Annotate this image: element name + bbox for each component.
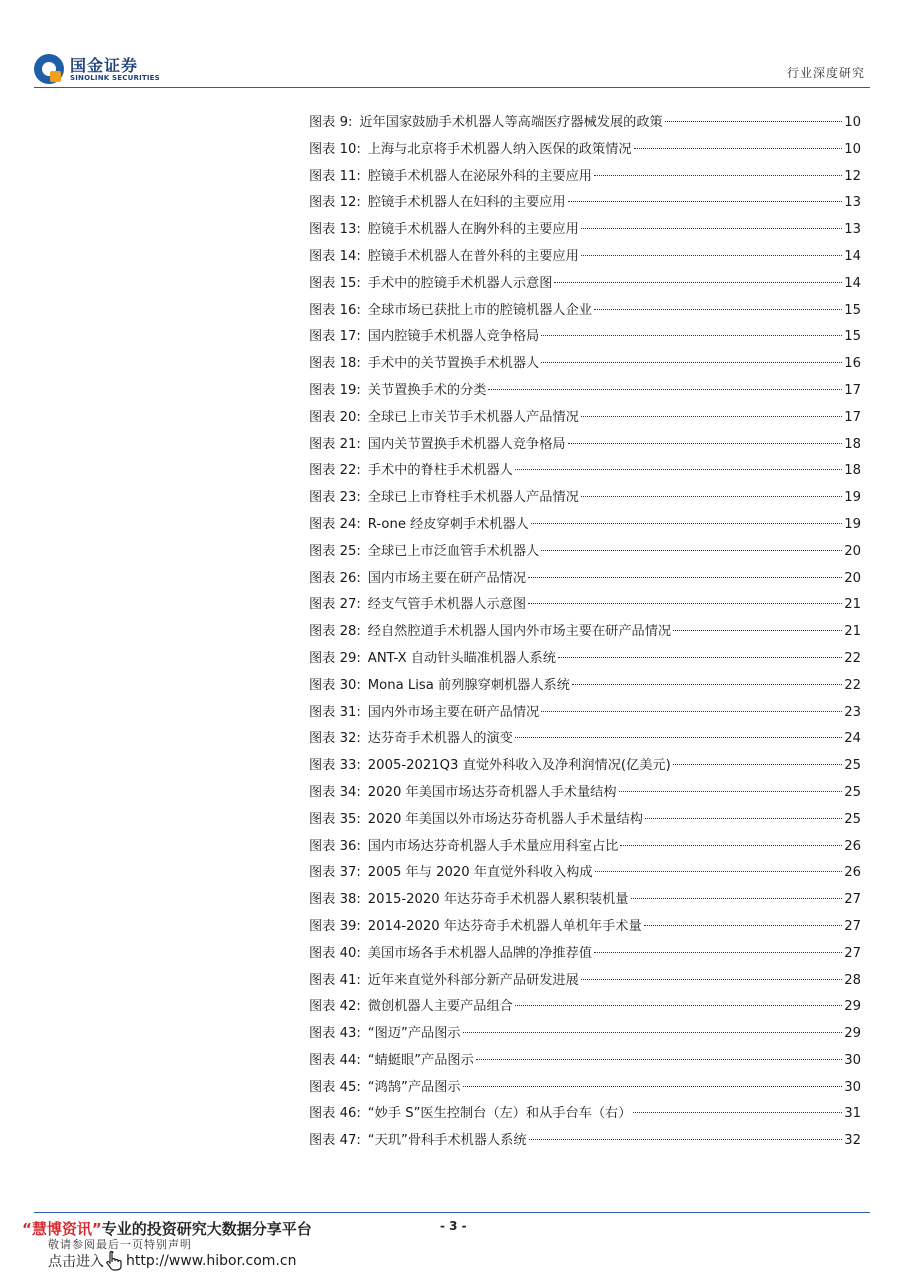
toc-entry-page-number: 26	[844, 865, 861, 881]
toc-entry-figure-number: 图表 37:	[309, 865, 361, 881]
toc-entry-title: 关节置换手术的分类	[367, 382, 487, 398]
toc-entry-title: “天玑”骨科手术机器人系统	[367, 1133, 527, 1149]
toc-entry-page-number: 20	[844, 570, 861, 586]
toc-entry-page-number: 14	[844, 248, 861, 264]
toc-entry-page-number: 12	[844, 168, 861, 184]
toc-dot-leader	[541, 550, 842, 551]
toc-entry-figure-number: 图表 9:	[309, 115, 353, 130]
toc-entry[interactable]	[309, 994, 861, 1021]
toc-entry[interactable]	[309, 405, 861, 432]
toc-entry-page-number: 25	[844, 811, 861, 827]
toc-entry[interactable]	[309, 298, 861, 325]
toc-entry-title: 2020 年美国市场达芬奇机器人手术量结构	[367, 784, 617, 800]
toc-dot-leader	[541, 362, 842, 363]
toc-entry-figure-number: 图表 47:	[309, 1133, 361, 1149]
toc-entry-figure-number: 图表 16:	[309, 302, 361, 318]
toc-dot-leader	[572, 684, 842, 685]
toc-dot-leader	[581, 979, 842, 980]
toc-dot-leader	[665, 121, 843, 122]
toc-entry-page-number: 24	[844, 731, 861, 747]
logo-english-name: SINOLINK SECURITIES	[70, 74, 160, 82]
toc-entry-title: 国内市场主要在研产品情况	[367, 570, 527, 586]
sinolink-logo	[34, 52, 174, 86]
toc-entry-title: Mona Lisa 前列腺穿刺机器人系统	[367, 677, 570, 693]
toc-entry-figure-number: 图表 38:	[309, 892, 361, 908]
toc-entry-figure-number: 图表 15:	[309, 275, 361, 291]
toc-entry-title: ANT-X 自动针头瞄准机器人系统	[367, 650, 556, 666]
toc-entry-figure-number: 图表 46:	[309, 1106, 361, 1122]
toc-entry-page-number: 15	[844, 302, 861, 318]
toc-entry-page-number: 13	[844, 222, 861, 238]
toc-entry[interactable]	[309, 646, 861, 673]
toc-entry[interactable]	[309, 244, 861, 271]
toc-dot-leader	[515, 469, 842, 470]
toc-entry[interactable]	[309, 432, 861, 459]
toc-entry-page-number: 27	[844, 918, 861, 934]
toc-entry-title: “图迈”产品图示	[367, 1026, 461, 1042]
toc-entry-page-number: 30	[844, 1052, 861, 1068]
toc-entry-title: 美国市场各手术机器人品牌的净推荐值	[367, 945, 592, 961]
toc-dot-leader	[673, 764, 842, 765]
toc-entry[interactable]	[309, 566, 861, 593]
toc-entry-figure-number: 图表 44:	[309, 1052, 361, 1068]
footer-link-row[interactable]	[48, 1251, 296, 1271]
toc-entry-title: 腔镜手术机器人在普外科的主要应用	[367, 248, 579, 264]
toc-dot-leader	[515, 737, 842, 738]
toc-dot-leader	[558, 657, 842, 658]
toc-entry[interactable]	[309, 968, 861, 995]
link-prefix: 点击进入	[48, 1254, 104, 1270]
toc-entry[interactable]	[309, 887, 861, 914]
toc-entry[interactable]	[309, 914, 861, 941]
toc-entry[interactable]	[309, 860, 861, 887]
toc-entry-figure-number: 图表 21:	[309, 436, 361, 452]
toc-entry-title: 全球市场已获批上市的腔镜机器人企业	[367, 302, 592, 318]
report-type-label: 行业深度研究	[786, 66, 865, 80]
toc-entry-title: 腔镜手术机器人在泌尿外科的主要应用	[367, 168, 592, 184]
sinolink-logo-icon	[34, 54, 64, 84]
toc-dot-leader	[620, 845, 842, 846]
toc-entry-page-number: 25	[844, 784, 861, 800]
toc-dot-leader	[631, 898, 843, 899]
toc-dot-leader	[568, 443, 843, 444]
toc-dot-leader	[644, 925, 843, 926]
toc-entry-page-number: 16	[844, 356, 861, 372]
toc-entry[interactable]	[309, 378, 861, 405]
toc-entry-figure-number: 图表 10:	[309, 141, 361, 157]
toc-entry-page-number: 21	[844, 597, 861, 613]
toc-dot-leader	[476, 1059, 842, 1060]
toc-entry-figure-number: 图表 20:	[309, 409, 361, 425]
toc-entry[interactable]	[309, 458, 861, 485]
toc-entry-figure-number: 图表 12:	[309, 195, 361, 211]
toc-entry-page-number: 10	[844, 141, 861, 157]
toc-entry-title: 国内市场达芬奇机器人手术量应用科室占比	[367, 838, 619, 854]
toc-entry[interactable]	[309, 780, 861, 807]
toc-entry-page-number: 15	[844, 329, 861, 345]
toc-entry-page-number: 25	[844, 758, 861, 774]
footer-divider	[34, 1212, 870, 1213]
toc-entry-figure-number: 图表 41:	[309, 972, 361, 988]
toc-entry-page-number: 30	[844, 1079, 861, 1095]
toc-entry[interactable]	[309, 485, 861, 512]
toc-entry-figure-number: 图表 35:	[309, 811, 361, 827]
toc-entry-page-number: 10	[844, 115, 861, 130]
promo-text: 专业的投资研究大数据分享平台	[101, 1220, 312, 1238]
toc-entry-figure-number: 图表 25:	[309, 543, 361, 559]
toc-entry-page-number: 23	[844, 704, 861, 720]
toc-entry[interactable]	[309, 1048, 861, 1075]
logo-chinese-name: 国金证券	[70, 56, 139, 75]
toc-entry[interactable]	[309, 1128, 861, 1155]
toc-entry-title: 近年来直觉外科部分新产品研发进展	[367, 972, 579, 988]
toc-entry-figure-number: 图表 28:	[309, 624, 361, 640]
toc-entry-title: 达芬奇手术机器人的演变	[367, 731, 513, 747]
toc-entry-page-number: 29	[844, 1026, 861, 1042]
toc-entry-figure-number: 图表 18:	[309, 356, 361, 372]
toc-entry-figure-number: 图表 24:	[309, 516, 361, 532]
toc-dot-leader	[594, 309, 842, 310]
toc-entry[interactable]	[309, 1075, 861, 1102]
page-number: - 3 -	[440, 1219, 467, 1233]
toc-entry-title: 近年国家鼓励手术机器人等高端医疗器械发展的政策	[359, 115, 663, 130]
toc-entry-page-number: 19	[844, 516, 861, 532]
toc-dot-leader	[541, 335, 842, 336]
toc-entry-title: 腔镜手术机器人在胸外科的主要应用	[367, 222, 579, 238]
toc-entry-title: 经自然腔道手术机器人国内外市场主要在研产品情况	[367, 624, 672, 640]
toc-entry-title: 全球已上市关节手术机器人产品情况	[367, 409, 579, 425]
toc-dot-leader	[554, 282, 842, 283]
toc-entry[interactable]	[309, 619, 861, 646]
toc-entry[interactable]	[309, 673, 861, 700]
toc-entry-title: 国内关节置换手术机器人竞争格局	[367, 436, 566, 452]
toc-dot-leader	[528, 577, 842, 578]
toc-entry-figure-number: 图表 23:	[309, 490, 361, 506]
toc-entry-figure-number: 图表 33:	[309, 758, 361, 774]
toc-entry[interactable]	[309, 753, 861, 780]
toc-dot-leader	[463, 1086, 843, 1087]
toc-dot-leader	[463, 1032, 843, 1033]
toc-entry-page-number: 32	[844, 1133, 861, 1149]
toc-entry[interactable]	[309, 217, 861, 244]
toc-entry-page-number: 31	[844, 1106, 861, 1122]
toc-entry-figure-number: 图表 19:	[309, 382, 361, 398]
toc-entry-title: “妙手 S”医生控制台（左）和从手台车（右）	[367, 1106, 632, 1122]
toc-entry[interactable]	[309, 726, 861, 753]
toc-entry-figure-number: 图表 14:	[309, 248, 361, 264]
toc-entry-title: 全球已上市泛血管手术机器人	[367, 543, 540, 559]
toc-entry-figure-number: 图表 42:	[309, 999, 361, 1015]
disclaimer-note: 敬请参阅最后一页特别声明	[48, 1238, 192, 1251]
toc-entry[interactable]	[309, 164, 861, 191]
toc-dot-leader	[488, 389, 842, 390]
toc-dot-leader	[594, 175, 842, 176]
toc-entry-figure-number: 图表 39:	[309, 918, 361, 934]
toc-entry[interactable]	[309, 190, 861, 217]
toc-entry[interactable]	[309, 137, 861, 164]
pointer-hand-icon	[106, 1251, 124, 1271]
toc-entry-figure-number: 图表 13:	[309, 222, 361, 238]
toc-dot-leader	[594, 952, 842, 953]
toc-dot-leader	[581, 255, 842, 256]
toc-entry[interactable]	[309, 512, 861, 539]
toc-entry-figure-number: 图表 34:	[309, 784, 361, 800]
toc-entry[interactable]	[309, 1101, 861, 1128]
hibor-link[interactable]: http://www.hibor.com.cn	[126, 1253, 297, 1269]
toc-dot-leader	[634, 148, 843, 149]
toc-entry-figure-number: 图表 40:	[309, 945, 361, 961]
toc-entry-title: 腔镜手术机器人在妇科的主要应用	[367, 195, 566, 211]
toc-entry-figure-number: 图表 45:	[309, 1079, 361, 1095]
toc-entry-page-number: 17	[844, 382, 861, 398]
toc-dot-leader	[541, 711, 842, 712]
toc-entry-title: “蜻蜓眼”产品图示	[367, 1052, 474, 1068]
toc-entry-title: 全球已上市脊柱手术机器人产品情况	[367, 490, 579, 506]
toc-entry[interactable]	[309, 351, 861, 378]
toc-entry-figure-number: 图表 36:	[309, 838, 361, 854]
toc-entry-figure-number: 图表 26:	[309, 570, 361, 586]
toc-entry-title: 手术中的关节置换手术机器人	[367, 356, 540, 372]
toc-entry[interactable]	[309, 807, 861, 834]
toc-entry-title: 微创机器人主要产品组合	[367, 999, 513, 1015]
toc-entry-title: R-one 经皮穿刺手术机器人	[367, 516, 529, 532]
toc-dot-leader	[581, 416, 842, 417]
toc-entry-figure-number: 图表 17:	[309, 329, 361, 345]
toc-dot-leader	[581, 496, 842, 497]
toc-entry-title: “鸿鹄”产品图示	[367, 1079, 461, 1095]
toc-entry-page-number: 19	[844, 490, 861, 506]
toc-dot-leader	[633, 1112, 842, 1113]
toc-entry-page-number: 20	[844, 543, 861, 559]
toc-entry-page-number: 27	[844, 892, 861, 908]
toc-dot-leader	[673, 630, 842, 631]
toc-entry-figure-number: 图表 11:	[309, 168, 361, 184]
toc-entry-page-number: 13	[844, 195, 861, 211]
toc-dot-leader	[581, 228, 842, 229]
toc-entry-title: 2005-2021Q3 直觉外科收入及净利润情况(亿美元)	[367, 758, 671, 774]
toc-entry-title: 手术中的脊柱手术机器人	[367, 463, 513, 479]
toc-entry-figure-number: 图表 22:	[309, 463, 361, 479]
toc-entry-title: 2015-2020 年达芬奇手术机器人累积装机量	[367, 892, 629, 908]
toc-entry-title: 2020 年美国以外市场达芬奇机器人手术量结构	[367, 811, 643, 827]
toc-dot-leader	[619, 791, 843, 792]
toc-entry-page-number: 21	[844, 624, 861, 640]
toc-entry[interactable]	[309, 110, 861, 137]
toc-entry[interactable]	[309, 700, 861, 727]
toc-entry-figure-number: 图表 30:	[309, 677, 361, 693]
toc-entry-page-number: 27	[844, 945, 861, 961]
toc-dot-leader	[529, 1139, 843, 1140]
toc-dot-leader	[531, 523, 842, 524]
toc-entry[interactable]	[309, 539, 861, 566]
toc-entry-page-number: 29	[844, 999, 861, 1015]
toc-entry-title: 手术中的腔镜手术机器人示意图	[367, 275, 553, 291]
toc-entry[interactable]	[309, 834, 861, 861]
toc-entry-figure-number: 图表 43:	[309, 1026, 361, 1042]
toc-entry-page-number: 26	[844, 838, 861, 854]
toc-entry-page-number: 18	[844, 436, 861, 452]
toc-dot-leader	[645, 818, 842, 819]
toc-entry-page-number: 18	[844, 463, 861, 479]
toc-entry-figure-number: 图表 32:	[309, 731, 361, 747]
toc-dot-leader	[595, 871, 843, 872]
toc-dot-leader	[568, 201, 843, 202]
toc-entry-title: 上海与北京将手术机器人纳入医保的政策情况	[367, 141, 632, 157]
figure-table-of-contents	[309, 110, 861, 1155]
header-divider	[34, 87, 870, 88]
toc-entry[interactable]	[309, 271, 861, 298]
toc-entry-title: 2014-2020 年达芬奇手术机器人单机年手术量	[367, 918, 642, 934]
toc-entry-page-number: 28	[844, 972, 861, 988]
toc-entry-title: 国内外市场主要在研产品情况	[367, 704, 540, 720]
toc-entry[interactable]	[309, 941, 861, 968]
toc-dot-leader	[515, 1005, 842, 1006]
toc-dot-leader	[528, 603, 842, 604]
toc-entry-title: 经支气管手术机器人示意图	[367, 597, 527, 613]
toc-entry-figure-number: 图表 31:	[309, 704, 361, 720]
toc-entry[interactable]	[309, 1021, 861, 1048]
toc-entry-title: 2005 年与 2020 年直觉外科收入构成	[367, 865, 593, 881]
toc-entry-page-number: 14	[844, 275, 861, 291]
toc-entry[interactable]	[309, 592, 861, 619]
toc-entry-figure-number: 图表 27:	[309, 597, 361, 613]
toc-entry[interactable]	[309, 324, 861, 351]
toc-entry-title: 国内腔镜手术机器人竞争格局	[367, 329, 540, 345]
toc-entry-page-number: 22	[844, 650, 861, 666]
toc-entry-page-number: 22	[844, 677, 861, 693]
page-header	[0, 0, 905, 90]
toc-entry-page-number: 17	[844, 409, 861, 425]
toc-entry-figure-number: 图表 29:	[309, 650, 361, 666]
promo-brand: “慧博资讯”	[22, 1220, 102, 1238]
